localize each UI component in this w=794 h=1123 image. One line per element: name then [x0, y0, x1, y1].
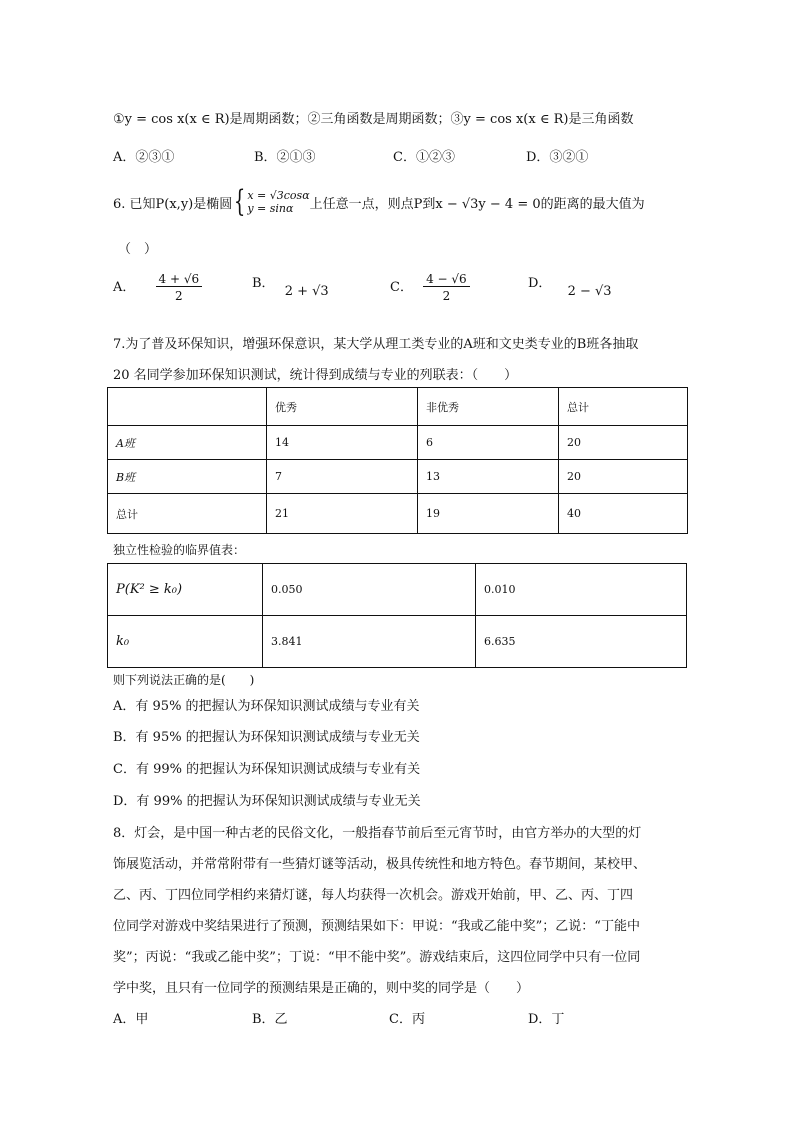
- q7-line1: 7.为了普及环保知识，增强环保意识，某大学从理工类专业的A班和文史类专业的B班各抽取: [113, 337, 639, 352]
- q6-option-a: [113, 272, 202, 303]
- q6-stem: [113, 185, 645, 219]
- table-row: [108, 426, 688, 460]
- q8-option-b: B．乙: [252, 1012, 288, 1027]
- q8-option-c: C．丙: [389, 1012, 425, 1027]
- table-cell: 40: [559, 494, 688, 534]
- q6-option-c-label: C．: [390, 280, 413, 295]
- q5-option-b: B．②①③: [254, 150, 316, 165]
- q8-option-a: A．甲: [113, 1012, 149, 1027]
- table-cell: 总计: [108, 494, 267, 534]
- table-cell: A班: [108, 426, 267, 460]
- brace-glyph: {: [234, 184, 246, 219]
- q5-statement: ①y = cos x(x ∈ R)是周期函数；②三角函数是周期函数；③y = cos x(x ∈ R)是三角函数: [113, 112, 634, 127]
- q6-option-a-frac: [156, 272, 203, 303]
- q6-option-b-expr: 2 + √3: [284, 284, 329, 299]
- q8-line: 饰展览活动，并常常附带有一些猜灯谜等活动，极具传统性和地方特色。春节期间，某校甲、: [113, 857, 647, 872]
- q6-prefix: 6. 已知P(x,y)是椭圆: [113, 196, 233, 212]
- q7-option-a: A．有 95% 的把握认为环保知识测试成绩与专业有关: [113, 699, 420, 714]
- q6-option-c: [390, 272, 470, 303]
- table-cell: P(K² ≥ k₀): [108, 564, 263, 616]
- table-cell: 20: [559, 426, 688, 460]
- q6-option-d: [528, 272, 612, 299]
- q8-line: 学中奖，且只有一位同学的预测结果是正确的，则中奖的同学是（ ）: [113, 981, 530, 996]
- table-cell: 0.050: [263, 564, 476, 616]
- table-cell: 19: [418, 494, 559, 534]
- table-cell: k₀: [108, 616, 263, 668]
- table-cell: 13: [418, 460, 559, 494]
- table-cell: 7: [267, 460, 418, 494]
- q7-option-b: B．有 95% 的把握认为环保知识测试成绩与专业无关: [113, 730, 420, 745]
- q8-line: 奖”；丙说：“我或乙能中奖”；丁说：“甲不能中奖”。游戏结束后，这四位同学中只有一位同: [113, 950, 641, 965]
- q7-line2: 20 名同学参加环保知识测试，统计得到成绩与专业的列联表：（ ）: [113, 368, 518, 383]
- table-header-cell: 非优秀: [418, 388, 559, 426]
- table-cell: 14: [267, 426, 418, 460]
- table-row: [108, 494, 688, 534]
- q7-question: 则下列说法正确的是( ): [113, 673, 255, 687]
- table-cell: B班: [108, 460, 267, 494]
- table-row: [108, 564, 687, 616]
- table-cell: 0.010: [476, 564, 687, 616]
- table-row: [108, 616, 687, 668]
- q6-option-b: [252, 272, 329, 299]
- table-row: [108, 460, 688, 494]
- table-cell: 3.841: [263, 616, 476, 668]
- q6-option-a-den: 2: [175, 289, 183, 303]
- q7-option-d: D．有 99% 的把握认为环保知识测试成绩与专业无关: [113, 794, 421, 809]
- q7-option-c: C．有 99% 的把握认为环保知识测试成绩与专业有关: [113, 762, 421, 777]
- table-cell: 21: [267, 494, 418, 534]
- table-header-cell: 总计: [559, 388, 688, 426]
- q6-eq2: y = sinα: [247, 202, 294, 215]
- table-row: [108, 388, 688, 426]
- q6-option-d-expr: 2 − √3: [567, 284, 612, 299]
- table-header-cell: [108, 388, 267, 426]
- q6-option-c-num: 4 − √6: [423, 272, 470, 287]
- q6-option-b-label: B．: [252, 276, 275, 291]
- q5-option-c: C．①②③: [393, 150, 455, 165]
- q6-system: [247, 189, 309, 215]
- table-cell: 6: [418, 426, 559, 460]
- critical-value-table: [107, 563, 687, 668]
- q5-option-d: D．③②①: [526, 150, 589, 165]
- q5-option-a: A．②③①: [113, 150, 175, 165]
- q6-option-d-label: D．: [528, 276, 552, 291]
- q6-middle: 上任意一点，则点P到x − √3y − 4 = 0的距离的最大值为: [309, 196, 645, 212]
- q6-option-a-label: A．: [113, 280, 136, 295]
- q6-option-c-den: 2: [442, 289, 451, 303]
- critical-table-title: 独立性检验的临界值表：: [113, 543, 246, 557]
- contingency-table: [107, 387, 688, 534]
- table-cell: 6.635: [476, 616, 687, 668]
- table-header-cell: 优秀: [267, 388, 418, 426]
- q6-option-c-frac: [423, 272, 470, 303]
- q8-option-d: D．丁: [528, 1012, 565, 1027]
- q8-line: 位同学对游戏中奖结果进行了预测，预测结果如下：甲说：“我或乙能中奖”；乙说：“丁能中: [113, 919, 640, 934]
- table-cell: 20: [559, 460, 688, 494]
- q8-line: 8．灯会，是中国一种古老的民俗文化，一般指春节前后至元宵节时，由官方举办的大型的灯: [113, 826, 642, 841]
- q6-paren: （ ）: [118, 242, 158, 257]
- q6-option-a-num: 4 + √6: [156, 272, 203, 287]
- q8-line: 乙、丙、丁四位同学相约来猜灯谜，每人均获得一次机会。游戏开始前，甲、乙、丙、丁四: [113, 888, 634, 903]
- q6-eq1: x = √3cosα: [247, 189, 310, 202]
